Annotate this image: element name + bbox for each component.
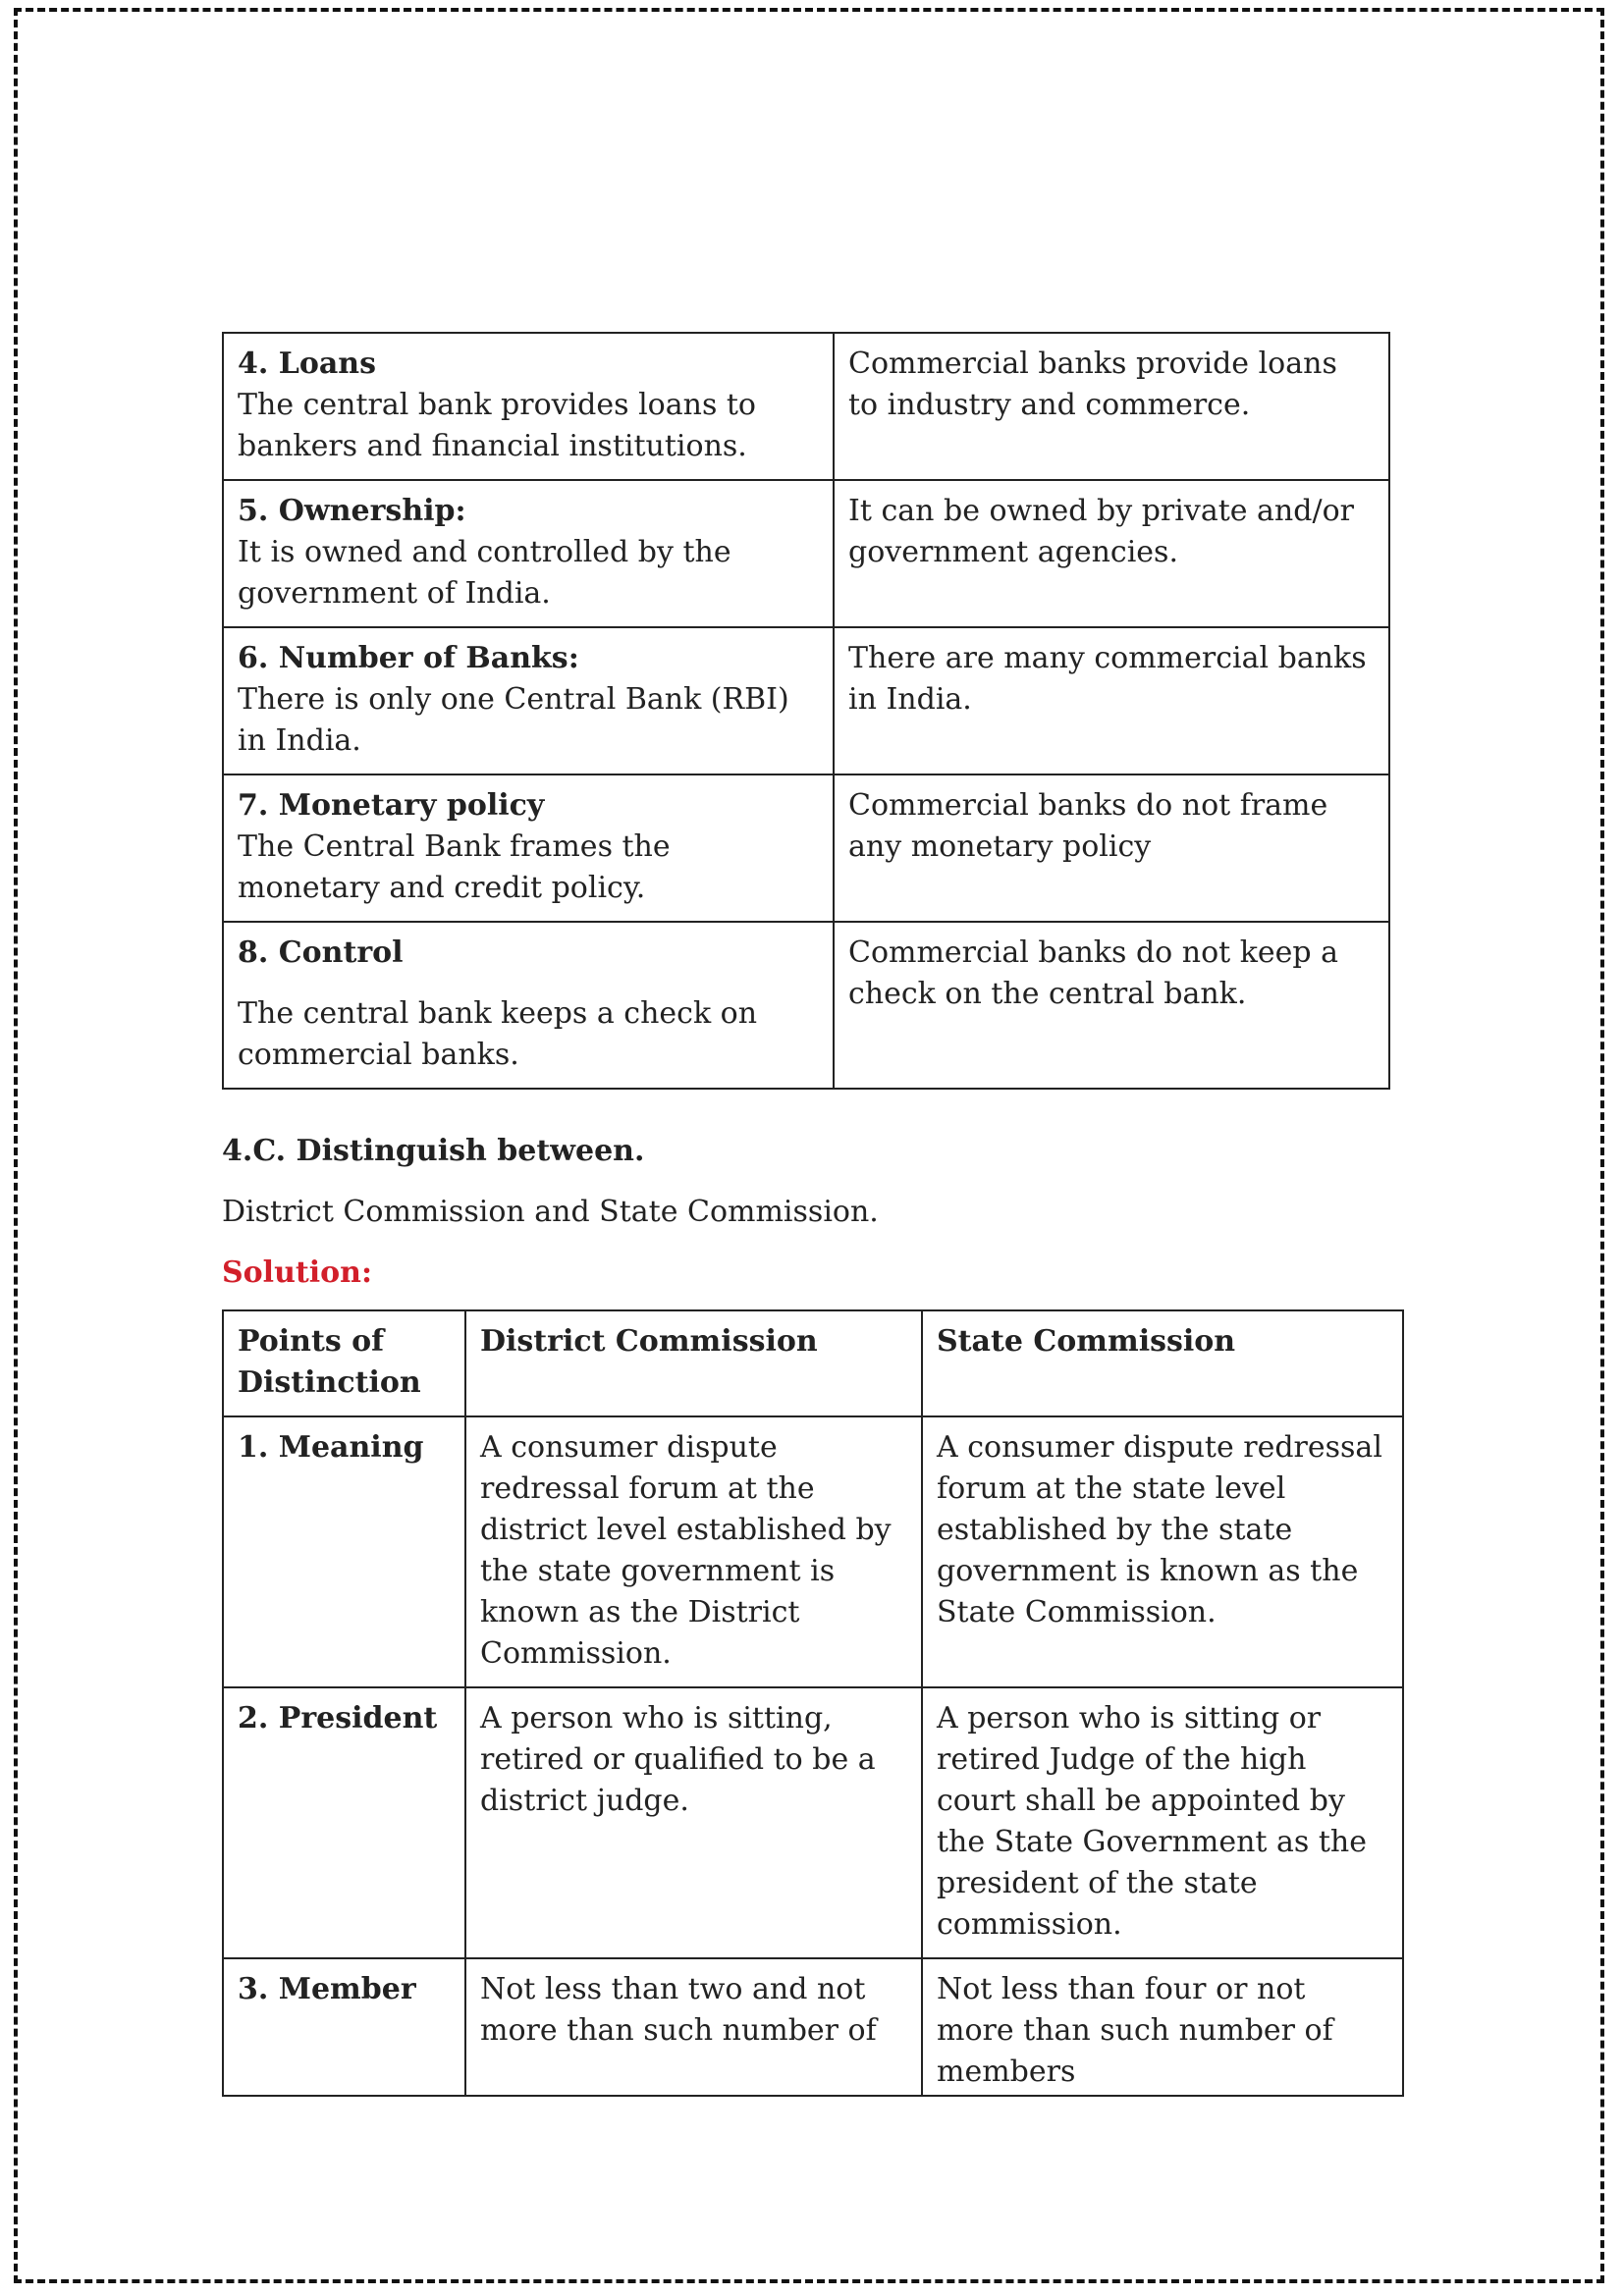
commercial-bank-cell bbox=[834, 922, 1389, 1089]
row-text: The central bank provides loans to bankers and financial institutions. bbox=[238, 388, 756, 463]
table-header-row bbox=[223, 1310, 1403, 1416]
commission-comparison-table bbox=[222, 1309, 1404, 2097]
row-title: 7. Monetary policy bbox=[238, 788, 545, 823]
table-row bbox=[223, 1687, 1403, 1958]
table-row bbox=[223, 774, 1389, 922]
header-state: State Commission bbox=[922, 1310, 1403, 1416]
commercial-bank-cell bbox=[834, 774, 1389, 922]
point-cell: 1. Meaning bbox=[223, 1416, 465, 1687]
state-cell: Not less than four or not more than such number of members bbox=[922, 1958, 1403, 2096]
row-text: The Central Bank frames the monetary and credit policy. bbox=[238, 829, 671, 905]
central-bank-cell bbox=[223, 922, 834, 1089]
row-text: It is owned and controlled by the government of India. bbox=[238, 535, 731, 611]
row-text: Commercial banks provide loans to industry and commerce. bbox=[848, 347, 1337, 422]
row-text: There is only one Central Bank (RBI) in India. bbox=[238, 682, 789, 758]
commercial-bank-cell bbox=[834, 333, 1389, 480]
row-text: Commercial banks do not frame any monetary policy bbox=[848, 788, 1328, 864]
row-text: The central bank keeps a check on commercial banks. bbox=[238, 996, 758, 1072]
row-text: There are many commercial banks in India. bbox=[848, 641, 1367, 717]
central-bank-cell bbox=[223, 774, 834, 922]
table-row bbox=[223, 922, 1389, 1089]
row-title: 5. Ownership: bbox=[238, 494, 466, 528]
solution-label: Solution: bbox=[222, 1255, 373, 1290]
state-cell: A person who is sitting or retired Judge of the high court shall be appointed by the State Government as the president of the state commission. bbox=[922, 1687, 1403, 1958]
table-row bbox=[223, 627, 1389, 774]
table-row bbox=[223, 1958, 1403, 2096]
district-cell: Not less than two and not more than such number of bbox=[465, 1958, 922, 2096]
row-title: 4. Loans bbox=[238, 347, 377, 381]
question-text: District Commission and State Commission. bbox=[222, 1195, 879, 1229]
central-bank-cell bbox=[223, 480, 834, 627]
point-cell: 3. Member bbox=[223, 1958, 465, 2096]
central-bank-cell bbox=[223, 333, 834, 480]
page-content bbox=[222, 332, 1400, 2097]
district-cell: A person who is sitting, retired or qualified to be a district judge. bbox=[465, 1687, 922, 1958]
row-title: 6. Number of Banks: bbox=[238, 641, 579, 675]
row-title: 8. Control bbox=[238, 935, 404, 970]
bank-comparison-table bbox=[222, 332, 1390, 1090]
state-cell: A consumer dispute redressal forum at the state level established by the state government is known as the State Commission. bbox=[922, 1416, 1403, 1687]
table-row bbox=[223, 333, 1389, 480]
commercial-bank-cell bbox=[834, 480, 1389, 627]
row-text: Commercial banks do not keep a check on the central bank. bbox=[848, 935, 1339, 1011]
district-cell: A consumer dispute redressal forum at the district level established by the state government is known as the District Commission. bbox=[465, 1416, 922, 1687]
table-row bbox=[223, 1416, 1403, 1687]
header-district: District Commission bbox=[465, 1310, 922, 1416]
central-bank-cell bbox=[223, 627, 834, 774]
commercial-bank-cell bbox=[834, 627, 1389, 774]
section-heading: 4.C. Distinguish between. bbox=[222, 1134, 645, 1168]
point-cell: 2. President bbox=[223, 1687, 465, 1958]
header-points: Points of Distinction bbox=[223, 1310, 465, 1416]
row-text: It can be owned by private and/or government agencies. bbox=[848, 494, 1354, 569]
table-row bbox=[223, 480, 1389, 627]
